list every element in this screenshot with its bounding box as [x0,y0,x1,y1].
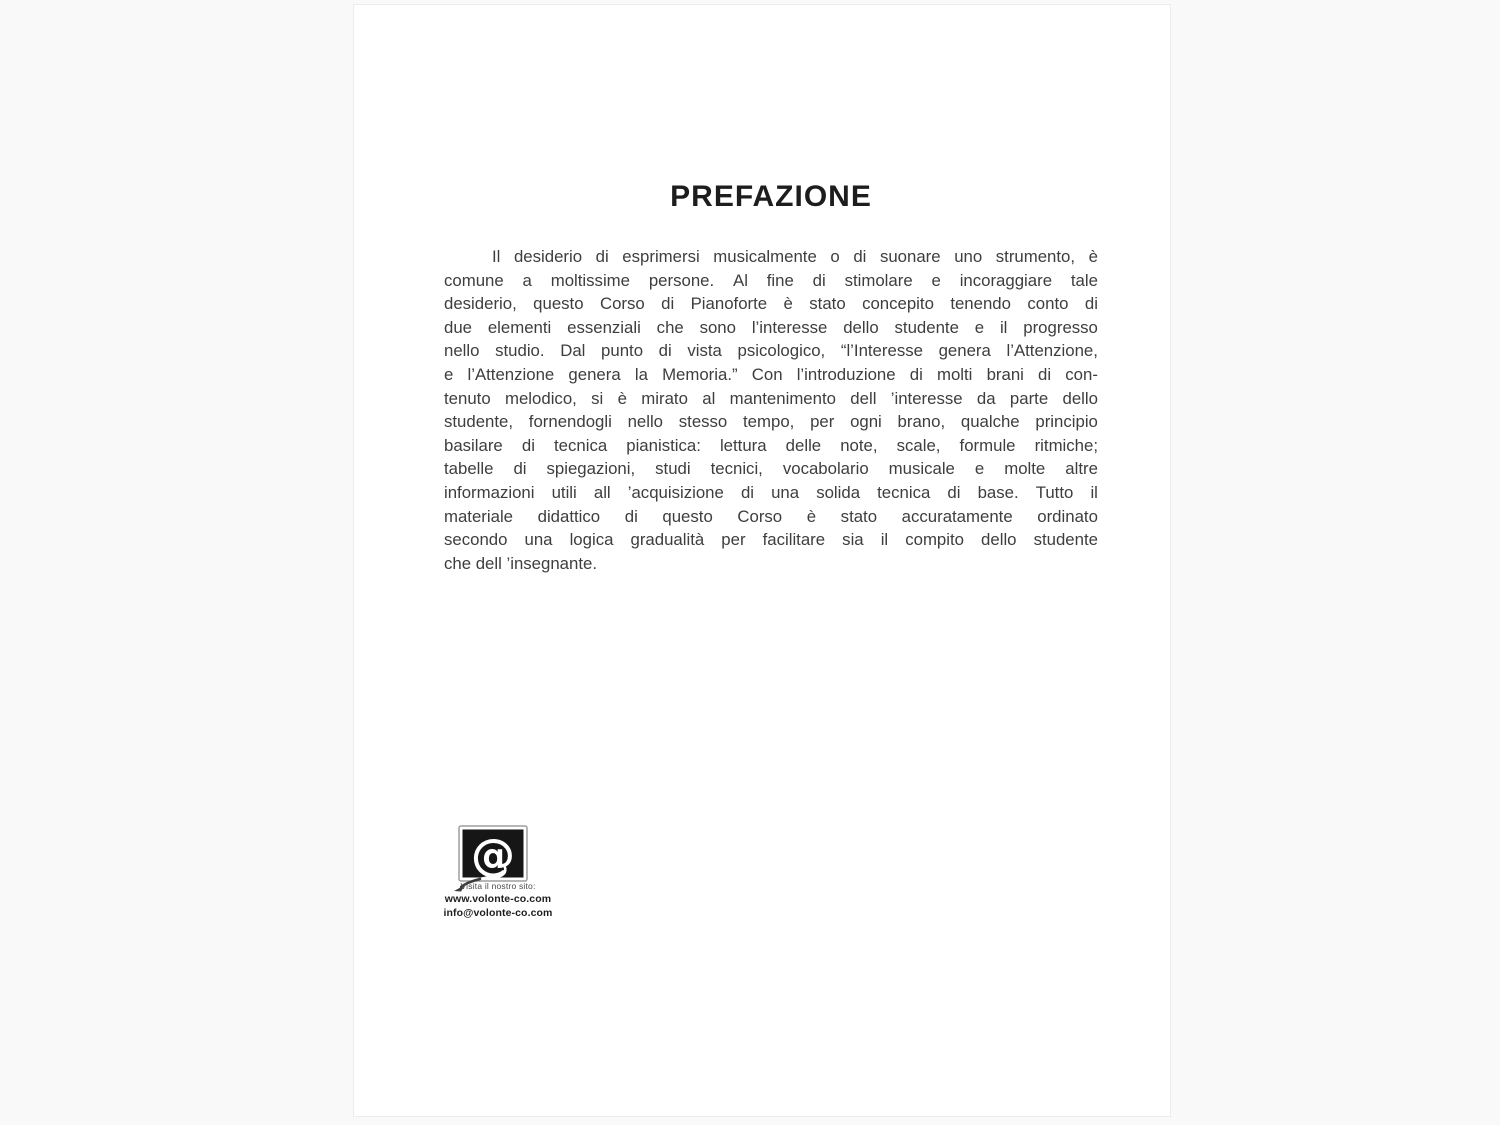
contact-block [440,881,556,919]
paragraph-line: materiale didattico di questo Corso è stato accuratamente ordinato [444,506,1098,526]
paragraph-line: studente, fornendogli nello stesso tempo, per ogni brano, qualche principio [444,412,1098,432]
paragraph-line: basilare di tecnica pianistica: lettura delle note, scale, formule ritmiche; [444,435,1098,455]
visit-site-label: Visita il nostro sito: [460,881,536,891]
paragraph-line: comune a moltissime persone. Al fine di stimolare e incoraggiare tale [444,270,1098,290]
paragraph-line: tenuto melodico, si è mirato al mantenimento dell ’interesse da parte dello [444,388,1098,408]
paragraph-line: e l’Attenzione genera la Memoria.” Con l’introduzione di molti brani di con- [444,364,1098,384]
at-icon: @ [471,830,515,881]
document-page [353,4,1171,1117]
page-title: PREFAZIONE [670,180,872,213]
paragraph-line: tabelle di spiegazioni, studi tecnici, vocabolario musicale e molte altre [444,459,1098,479]
paragraph-line: nello studio. Dal punto di vista psicologico, “l’Interesse genera l’Attenzione, [444,341,1098,361]
paragraph-line: secondo una logica gradualità per facilitare sia il compito dello studente [444,530,1098,550]
paragraph-line: desiderio, questo Corso di Pianoforte è stato concepito tenendo conto di [444,294,1098,314]
paragraph-line: che dell ’insegnante. [444,553,598,573]
paragraph-line: informazioni utili all ’acquisizione di una solida tecnica di base. Tutto il [444,482,1098,502]
paragraph-line: due elementi essenziali che sono l’interesse dello studente e il progresso [444,317,1098,337]
website-url: www.volonte-co.com [444,893,552,905]
email-address: info@volonte-co.com [443,907,553,919]
preface-paragraph [444,245,1098,575]
paragraph-line: Il desiderio di esprimersi musicalmente o di suonare uno strumento, è [492,247,1098,266]
